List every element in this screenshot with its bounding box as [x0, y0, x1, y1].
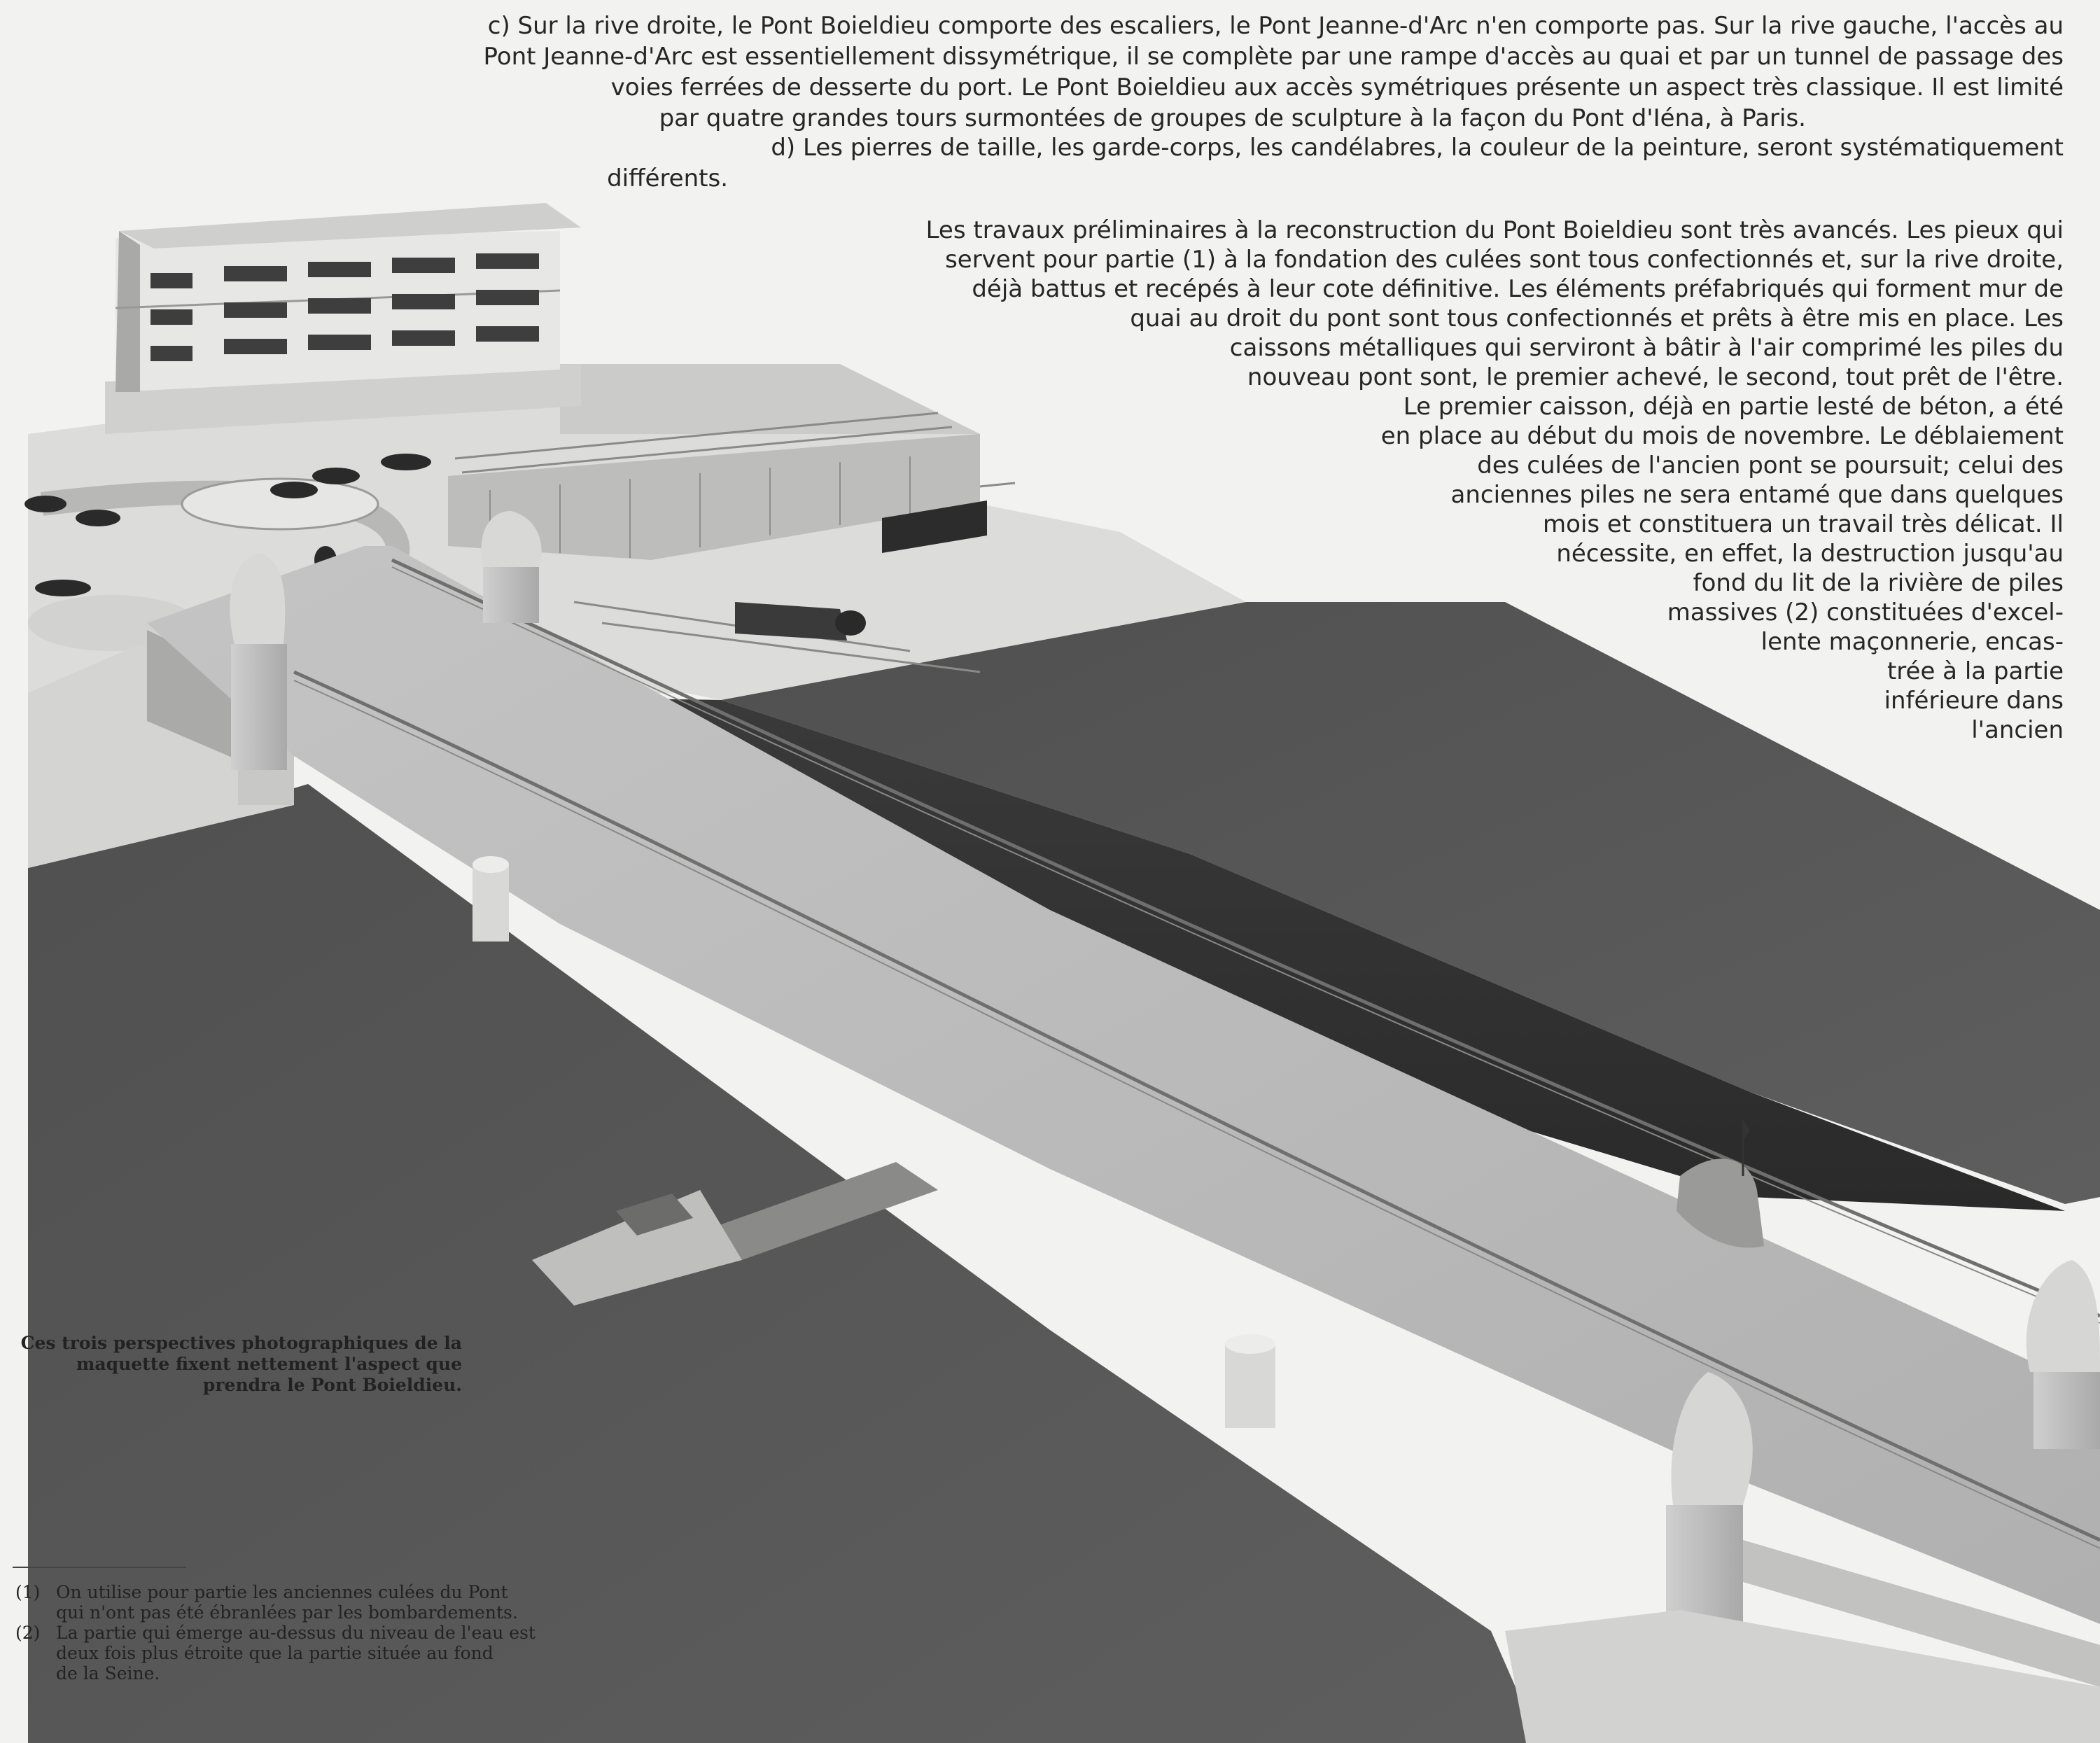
- article-line: en place au début du mois de novembre. Le déblaiement: [1380, 422, 2064, 450]
- caption-line: maquette fixent nettement l'aspect que: [76, 1354, 462, 1374]
- article-line: par quatre grandes tours surmontées de groupes de sculpture à la façon du Pont d'Iéna, à Paris.: [659, 104, 1806, 132]
- article-line: différents.: [607, 164, 728, 192]
- caption-line: Ces trois perspectives photographiques de la: [20, 1333, 462, 1353]
- article-line: massives (2) constituées d'excel-: [1667, 598, 2064, 626]
- article-line: anciennes piles ne sera entamé que dans quelques: [1450, 481, 2064, 509]
- article-line: voies ferrées de desserte du port. Le Pont Boieldieu aux accès symétriques présente un aspect très classique. Il est limité: [610, 74, 2064, 102]
- article-line: nouveau pont sont, le premier achevé, le second, tout prêt de l'être.: [1247, 363, 2064, 391]
- footnote-rule: [13, 1567, 186, 1568]
- article-line: inférieure dans: [1884, 687, 2064, 715]
- article-line: caissons métalliques qui serviront à bâtir à l'air comprimé les piles du: [1229, 334, 2064, 362]
- article-line: d) Les pierres de taille, les garde-corps, les candélabres, la couleur de la peinture, seront systématiquement: [771, 134, 2064, 162]
- article-line: quai au droit du pont sont tous confectionnés et prêts à être mis en place. Les: [1130, 304, 2064, 332]
- footnote-line: deux fois plus étroite que la partie située au fond: [56, 1643, 493, 1663]
- article-line: lente maçonnerie, encas-: [1760, 628, 2064, 656]
- caption-line: prendra le Pont Boieldieu.: [202, 1375, 462, 1395]
- article-line: Les travaux préliminaires à la reconstruction du Pont Boieldieu sont très avancés. Les pieux qui: [925, 216, 2064, 244]
- article-line: servent pour partie (1) à la fondation des culées sont tous confectionnés et, sur la rive droite,: [945, 246, 2064, 274]
- article-line: Pont Jeanne-d'Arc est essentiellement dissymétrique, il se complète par une rampe d'accès au quai et par un tunnel de passage des: [483, 43, 2064, 71]
- footnote-line: On utilise pour partie les anciennes culées du Pont: [56, 1582, 508, 1602]
- article-line: mois et constituera un travail très délicat. Il: [1543, 510, 2064, 538]
- article-line: des culées de l'ancien pont se poursuit; celui des: [1477, 451, 2064, 479]
- footnote-marker: (1): [15, 1582, 41, 1602]
- article-line: fond du lit de la rivière de piles: [1693, 569, 2064, 597]
- article-line: nécessite, en effet, la destruction jusqu'au: [1556, 540, 2064, 568]
- footnote-line: La partie qui émerge au-dessus du niveau de l'eau est: [56, 1623, 536, 1643]
- footnote-line: qui n'ont pas été ébranlées par les bombardements.: [56, 1602, 518, 1623]
- article-line: Le premier caisson, déjà en partie lesté de béton, a été: [1403, 393, 2064, 421]
- riverside-building: [105, 203, 581, 434]
- photo-caption: [0, 1333, 462, 1396]
- footnote-marker: (2): [15, 1623, 41, 1643]
- article-line: c) Sur la rive droite, le Pont Boieldieu comporte des escaliers, le Pont Jeanne-d'Arc n'en comporte pas. Sur la rive gauche, l'accès au: [487, 12, 2064, 40]
- footnote-line: de la Seine.: [56, 1663, 160, 1684]
- article-line: trée à la partie: [1886, 657, 2064, 685]
- rail-yard: [560, 364, 980, 434]
- article-line: déjà battus et recépés à leur cote définitive. Les éléments préfabriqués qui forment mur de: [972, 275, 2064, 303]
- article-line: l'ancien: [1971, 716, 2064, 744]
